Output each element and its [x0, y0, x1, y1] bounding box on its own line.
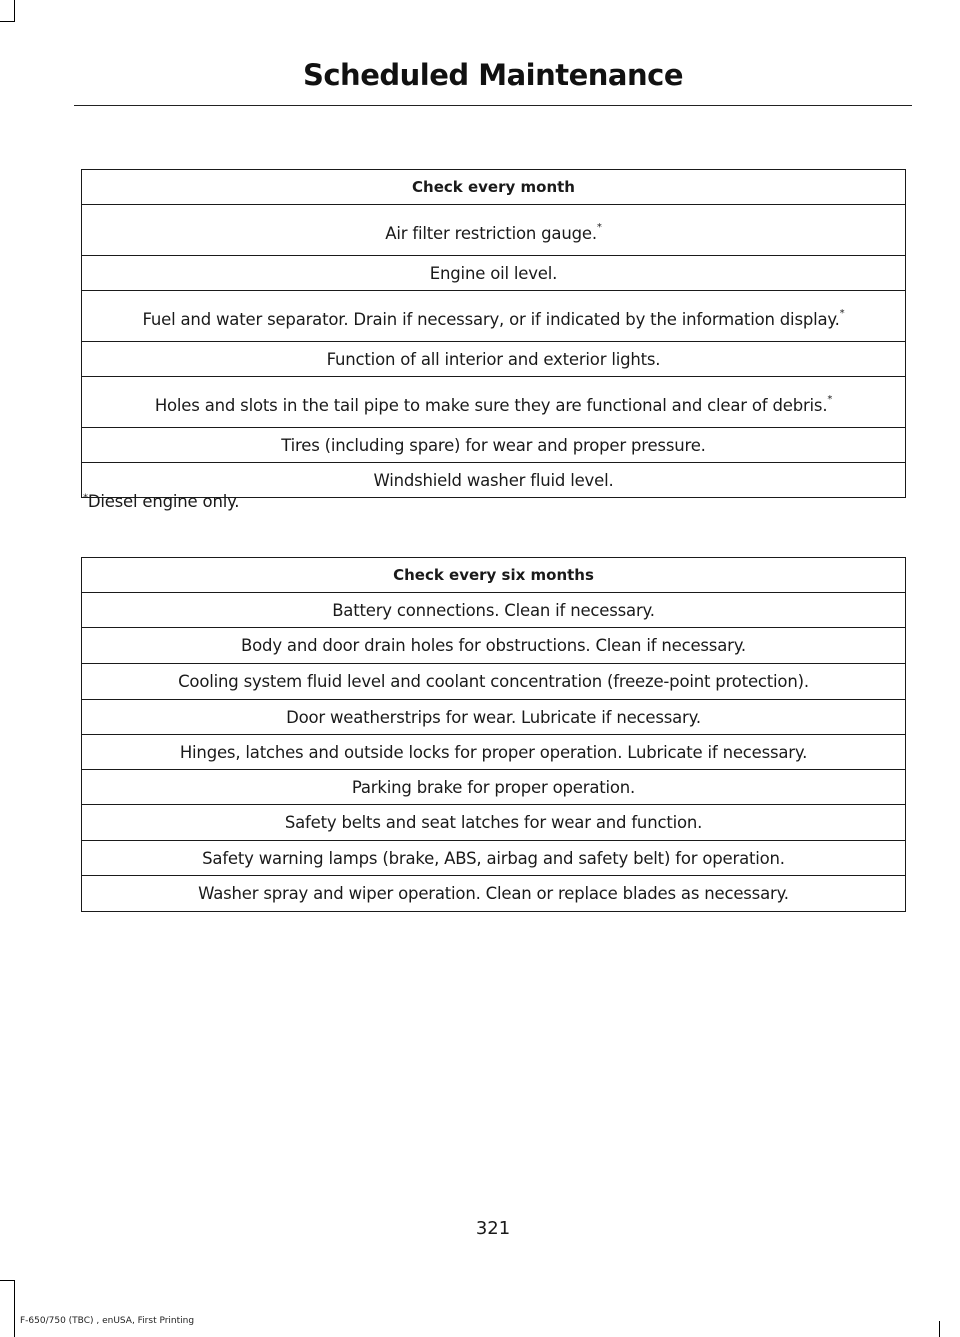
table-row: [82, 428, 906, 463]
table-cell: [82, 205, 906, 256]
footnote-marker: *: [596, 222, 602, 233]
document-footer: F-650/750 (TBC) , enUSA, First Printing: [20, 1316, 195, 1326]
cell-text: Function of all interior and exterior lights.: [326, 349, 661, 369]
table-cell: Battery connections. Clean if necessary.: [82, 593, 906, 628]
table-row: [82, 377, 906, 428]
table-cell: [82, 256, 906, 291]
footnote-marker: *: [83, 492, 88, 504]
table-cell: [82, 342, 906, 377]
footnote-text: Diesel engine only.: [87, 492, 240, 511]
table-row: [82, 205, 906, 256]
table-row: [82, 664, 906, 700]
crop-mark-bottom-left-h: [0, 1280, 15, 1281]
table-row: [82, 805, 906, 841]
crop-mark-bottom-right: [939, 1321, 940, 1337]
table-row: [82, 841, 906, 876]
table-row: [82, 593, 906, 628]
table-cell: Safety warning lamps (brake, ABS, airbag and safety belt) for operation.: [82, 841, 906, 876]
table-cell: Hinges, latches and outside locks for proper operation. Lubricate if necessary.: [82, 735, 906, 770]
table-row: [82, 735, 906, 770]
cell-text: Air filter restriction gauge.: [385, 223, 597, 243]
table-row: [82, 876, 906, 912]
crop-mark-top-left-h: [0, 21, 15, 22]
table-header-row: [82, 170, 906, 205]
cell-text: Engine oil level.: [429, 263, 558, 283]
table-cell: Washer spray and wiper operation. Clean or replace blades as necessary.: [82, 876, 906, 912]
cell-text: Windshield washer fluid level.: [373, 470, 614, 490]
footnote-marker: *: [839, 308, 845, 319]
page-number: 321: [475, 1218, 511, 1239]
table-cell: Door weatherstrips for wear. Lubricate if necessary.: [82, 700, 906, 735]
table-heading: Check every month: [82, 170, 906, 205]
page-title: Scheduled Maintenance: [302, 58, 684, 92]
crop-mark-top-left: [14, 0, 15, 22]
table-row: [82, 628, 906, 664]
table-row: [82, 770, 906, 805]
footnote-marker: *: [827, 394, 833, 405]
table-row: [82, 256, 906, 291]
table-cell: [82, 428, 906, 463]
six-month-check-table: [81, 557, 906, 912]
table-cell: Cooling system fluid level and coolant concentration (freeze-point protection).: [82, 664, 906, 700]
monthly-check-table: [81, 169, 906, 498]
table-cell: [82, 377, 906, 428]
cell-text: Holes and slots in the tail pipe to make sure they are functional and clear of debris.: [154, 395, 828, 415]
table-cell: Safety belts and seat latches for wear and function.: [82, 805, 906, 841]
footnote: [83, 492, 239, 511]
table-heading: Check every six months: [82, 558, 906, 593]
table-header-row: [82, 558, 906, 593]
cell-text: Tires (including spare) for wear and proper pressure.: [281, 435, 706, 455]
cell-text: Fuel and water separator. Drain if necessary, or if indicated by the information display.: [142, 309, 840, 329]
table-cell: Parking brake for proper operation.: [82, 770, 906, 805]
table-cell: Body and door drain holes for obstructions. Clean if necessary.: [82, 628, 906, 664]
title-rule: [74, 105, 912, 106]
table-row: [82, 342, 906, 377]
crop-mark-bottom-left: [14, 1280, 15, 1337]
table-cell: [82, 291, 906, 342]
table-row: [82, 700, 906, 735]
table-row: [82, 291, 906, 342]
